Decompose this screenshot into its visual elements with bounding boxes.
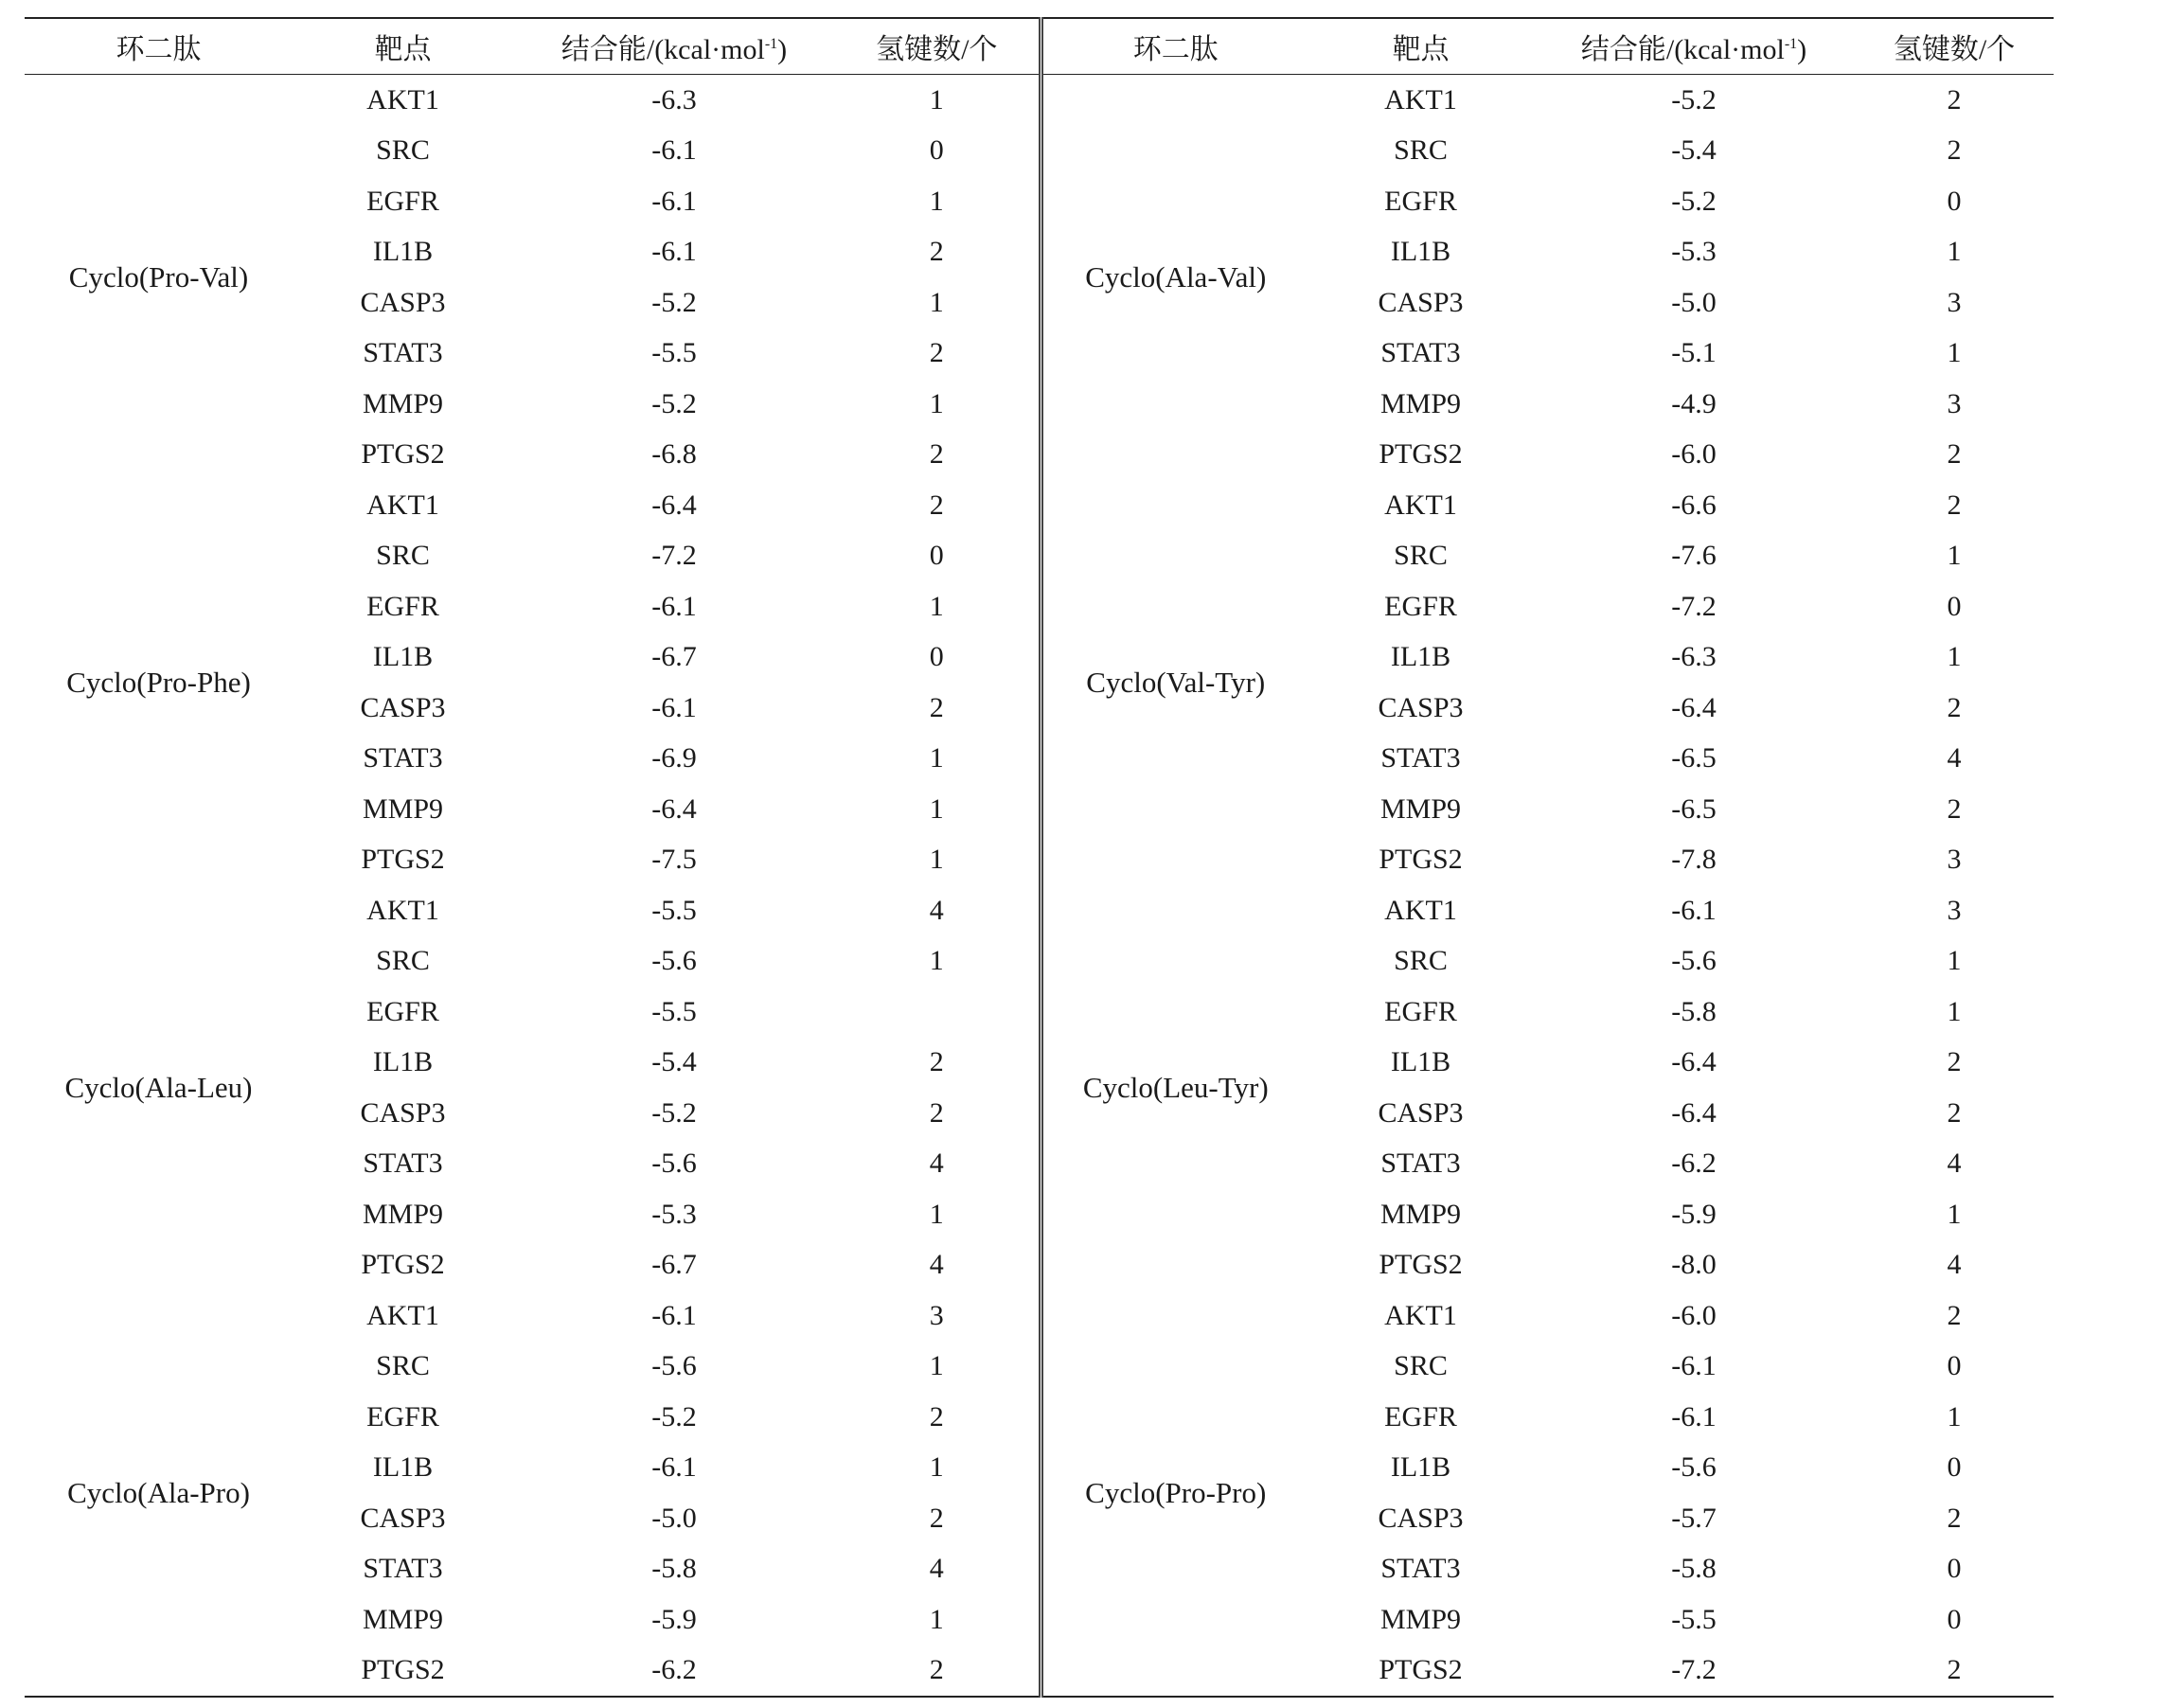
target-cell-left: AKT1	[366, 894, 439, 926]
binding-energy-cell-left: -6.1	[651, 134, 697, 167]
binding-energy-cell-left: -6.3	[651, 83, 697, 116]
target-cell-right: EGFR	[1384, 1400, 1457, 1432]
header-energy-right	[1533, 18, 1855, 75]
table-row	[25, 531, 2054, 582]
table-row	[25, 430, 2054, 481]
table-row	[25, 379, 2054, 430]
table-row	[25, 1493, 2054, 1544]
hbond-count-cell-left: 0	[835, 531, 1041, 582]
table-row	[25, 480, 2054, 531]
target-cell-left: SRC	[376, 1350, 430, 1382]
binding-energy-cell-left: -5.2	[651, 1096, 697, 1129]
binding-energy-cell-right: -7.6	[1671, 540, 1717, 572]
binding-energy-cell-left: -6.9	[651, 742, 697, 774]
target-cell-right: IL1B	[1390, 1451, 1451, 1484]
hbond-count-cell-left: 1	[835, 379, 1041, 430]
hbond-count-cell-left: 1	[835, 1594, 1041, 1646]
binding-energy-cell-left: -6.4	[651, 792, 697, 825]
table-row	[25, 1342, 2054, 1393]
hbond-count-cell-right: 2	[1947, 438, 1962, 471]
hbond-count-cell-left: 1	[835, 1342, 1041, 1393]
binding-energy-cell-right: -5.0	[1671, 286, 1717, 318]
target-cell-left: AKT1	[366, 489, 439, 521]
table-row	[25, 581, 2054, 632]
table-row	[25, 1240, 2054, 1291]
hbond-count-cell-right: 4	[1947, 742, 1962, 774]
binding-energy-cell-right: -7.8	[1671, 844, 1717, 876]
hbond-count-cell-left: 2	[835, 1392, 1041, 1443]
binding-energy-cell-left: -5.4	[651, 1046, 697, 1078]
binding-energy-cell-left: -6.7	[651, 1249, 697, 1281]
hbond-count-cell-right: 2	[1947, 134, 1962, 167]
table-row	[25, 1594, 2054, 1646]
binding-energy-cell-right: -6.4	[1671, 1096, 1717, 1129]
hbond-count-cell-right: 0	[1947, 1603, 1962, 1635]
hbond-count-cell-right: 1	[1947, 1198, 1962, 1230]
header-target-left: 靶点	[374, 34, 432, 65]
binding-energy-cell-right: -5.6	[1671, 945, 1717, 977]
hbond-count-cell-right: 2	[1947, 1654, 1962, 1686]
hbond-count-cell-left: 2	[835, 683, 1041, 734]
binding-energy-cell-right: -5.8	[1671, 995, 1717, 1027]
header-hbonds-right: 氢键数/个	[1893, 34, 2016, 65]
header-energy-superscript: -1	[1784, 36, 1798, 52]
hbond-count-cell-left: 2	[835, 227, 1041, 278]
hbond-count-cell-right: 0	[1947, 1350, 1962, 1382]
table-row	[25, 1139, 2054, 1190]
hbond-count-cell-left: 2	[835, 1088, 1041, 1139]
target-cell-right: STAT3	[1380, 337, 1461, 369]
binding-energy-cell-left: -7.5	[651, 844, 697, 876]
hbond-count-cell-left: 4	[835, 1240, 1041, 1291]
hbond-count-cell-right: 2	[1947, 1096, 1962, 1129]
binding-energy-cell-right: -6.5	[1671, 792, 1717, 825]
peptide-name-left: Cyclo(Ala-Leu)	[64, 1071, 253, 1104]
table-row	[25, 1038, 2054, 1089]
target-cell-left: AKT1	[366, 1299, 439, 1331]
table-row	[25, 75, 2054, 126]
binding-energy-cell-right: -5.2	[1671, 185, 1717, 217]
hbond-count-cell-right: 1	[1947, 945, 1962, 977]
header-target-right: 靶点	[1392, 34, 1450, 65]
hbond-count-cell-right: 0	[1947, 1451, 1962, 1484]
binding-energy-cell-left: -6.1	[651, 1451, 697, 1484]
table-row	[25, 734, 2054, 785]
binding-energy-cell-left: -5.0	[651, 1502, 697, 1534]
binding-energy-cell-left: -6.1	[651, 1299, 697, 1331]
table-row	[25, 1544, 2054, 1595]
peptide-name-left: Cyclo(Pro-Phe)	[66, 666, 251, 699]
peptide-name-right: Cyclo(Val-Tyr)	[1086, 666, 1266, 699]
hbond-count-cell-right: 1	[1947, 540, 1962, 572]
hbond-count-cell-right: 1	[1947, 995, 1962, 1027]
target-cell-left: IL1B	[372, 236, 434, 268]
binding-energy-cell-right: -6.1	[1671, 1400, 1717, 1432]
header-energy-close: )	[1797, 34, 1807, 65]
binding-energy-cell-right: -5.8	[1671, 1553, 1717, 1585]
table-row	[25, 632, 2054, 684]
hbond-count-cell-right: 1	[1947, 1400, 1962, 1432]
binding-energy-cell-left: -6.4	[651, 489, 697, 521]
hbond-count-cell-left: 2	[835, 1038, 1041, 1089]
binding-energy-cell-right: -6.2	[1671, 1148, 1717, 1180]
target-cell-right: IL1B	[1390, 1046, 1451, 1078]
hbond-count-cell-right: 2	[1947, 1046, 1962, 1078]
hbond-count-cell-right: 2	[1947, 1299, 1962, 1331]
hbond-count-cell-left: 4	[835, 1544, 1041, 1595]
target-cell-right: EGFR	[1384, 185, 1457, 217]
table-row	[25, 885, 2054, 936]
hbond-count-cell-right: 0	[1947, 590, 1962, 622]
hbond-count-cell-left: 3	[835, 1290, 1041, 1342]
target-cell-right: MMP9	[1379, 792, 1462, 825]
binding-energy-cell-left: -5.6	[651, 1350, 697, 1382]
binding-energy-cell-left: -5.6	[651, 945, 697, 977]
hbond-count-cell-left: 1	[835, 936, 1041, 987]
target-cell-right: SRC	[1394, 945, 1448, 977]
hbond-count-cell-right: 2	[1947, 1502, 1962, 1534]
target-cell-right: IL1B	[1390, 236, 1451, 268]
hbond-count-cell-right: 2	[1947, 792, 1962, 825]
binding-energy-cell-left: -6.8	[651, 438, 697, 471]
binding-energy-cell-left: -5.3	[651, 1198, 697, 1230]
binding-energy-cell-right: -6.0	[1671, 438, 1717, 471]
binding-energy-cell-right: -6.1	[1671, 894, 1717, 926]
header-peptide-left: 环二肽	[116, 34, 202, 65]
target-cell-left: STAT3	[363, 1553, 443, 1585]
table-row	[25, 227, 2054, 278]
binding-energy-cell-right: -6.3	[1671, 641, 1717, 673]
hbond-count-cell-right: 2	[1947, 489, 1962, 521]
target-cell-right: IL1B	[1390, 641, 1451, 673]
header-energy-left	[513, 18, 835, 75]
target-cell-right: STAT3	[1380, 1148, 1461, 1180]
table-row	[25, 1646, 2054, 1698]
binding-energy-cell-right: -5.7	[1671, 1502, 1717, 1534]
hbond-count-cell-left: 1	[835, 1189, 1041, 1240]
target-cell-right: PTGS2	[1379, 1654, 1463, 1686]
table-row	[25, 1088, 2054, 1139]
target-cell-left: STAT3	[363, 742, 443, 774]
hbond-count-cell-right: 1	[1947, 337, 1962, 369]
target-cell-right: STAT3	[1380, 1553, 1461, 1585]
hbond-count-cell-left: 2	[835, 329, 1041, 380]
binding-energy-cell-right: -6.1	[1671, 1350, 1717, 1382]
hbond-count-cell-right: 4	[1947, 1249, 1962, 1281]
target-cell-left: MMP9	[362, 792, 444, 825]
header-peptide-right: 环二肽	[1132, 34, 1219, 65]
docking-results-table	[25, 17, 2054, 1698]
target-cell-right: AKT1	[1384, 894, 1457, 926]
binding-energy-cell-left: -5.5	[651, 894, 697, 926]
target-cell-right: AKT1	[1384, 1299, 1457, 1331]
hbond-count-cell-right: 3	[1947, 894, 1962, 926]
target-cell-left: PTGS2	[361, 1654, 445, 1686]
target-cell-left: PTGS2	[361, 438, 445, 471]
target-cell-right: AKT1	[1384, 83, 1457, 116]
binding-energy-cell-left: -6.7	[651, 641, 697, 673]
binding-energy-cell-left: -6.2	[651, 1654, 697, 1686]
target-cell-left: CASP3	[360, 1096, 446, 1129]
table-row	[25, 987, 2054, 1038]
binding-energy-cell-left: -5.5	[651, 995, 697, 1027]
binding-energy-cell-right: -5.6	[1671, 1451, 1717, 1484]
header-energy-label: 结合能/(kcal·mol	[561, 34, 765, 65]
target-cell-left: PTGS2	[361, 1249, 445, 1281]
peptide-name-left: Cyclo(Pro-Val)	[68, 260, 249, 294]
target-cell-left: SRC	[376, 945, 430, 977]
table-row	[25, 176, 2054, 227]
target-cell-left: EGFR	[366, 1400, 439, 1432]
target-cell-right: SRC	[1394, 1350, 1448, 1382]
hbond-count-cell-left: 1	[835, 176, 1041, 227]
binding-energy-cell-right: -5.3	[1671, 236, 1717, 268]
table-row	[25, 1290, 2054, 1342]
binding-energy-cell-right: -8.0	[1671, 1249, 1717, 1281]
binding-energy-cell-left: -5.2	[651, 387, 697, 419]
docking-results-table-container	[25, 17, 2054, 1698]
binding-energy-cell-right: -6.0	[1671, 1299, 1717, 1331]
header-row	[25, 18, 2054, 75]
binding-energy-cell-left: -7.2	[651, 540, 697, 572]
table-row	[25, 835, 2054, 886]
hbond-count-cell-left: 1	[835, 1443, 1041, 1494]
target-cell-left: EGFR	[366, 590, 439, 622]
target-cell-left: IL1B	[372, 1046, 434, 1078]
table-row	[25, 126, 2054, 177]
header-hbonds-left: 氢键数/个	[835, 18, 1041, 75]
binding-energy-cell-right: -5.5	[1671, 1603, 1717, 1635]
hbond-count-cell-right: 0	[1947, 185, 1962, 217]
binding-energy-cell-right: -5.4	[1671, 134, 1717, 167]
binding-energy-cell-left: -6.1	[651, 185, 697, 217]
table-row	[25, 683, 2054, 734]
target-cell-left: CASP3	[360, 691, 446, 723]
hbond-count-cell-left: 4	[835, 1139, 1041, 1190]
hbond-count-cell-left: 1	[835, 734, 1041, 785]
table-body	[25, 75, 2054, 1698]
peptide-name-right: Cyclo(Leu-Tyr)	[1082, 1071, 1269, 1104]
target-cell-right: CASP3	[1378, 286, 1464, 318]
peptide-name-right: Cyclo(Ala-Val)	[1085, 260, 1267, 294]
hbond-count-cell-left: 2	[835, 430, 1041, 481]
target-cell-right: PTGS2	[1379, 1249, 1463, 1281]
target-cell-right: PTGS2	[1379, 438, 1463, 471]
peptide-name-right: Cyclo(Pro-Pro)	[1085, 1476, 1267, 1509]
target-cell-right: AKT1	[1384, 489, 1457, 521]
binding-energy-cell-right: -4.9	[1671, 387, 1717, 419]
binding-energy-cell-right: -6.6	[1671, 489, 1717, 521]
binding-energy-cell-left: -6.1	[651, 590, 697, 622]
hbond-count-cell-left: 1	[835, 581, 1041, 632]
table-row	[25, 936, 2054, 987]
target-cell-left: MMP9	[362, 387, 444, 419]
target-cell-left: EGFR	[366, 185, 439, 217]
hbond-count-cell-right: 3	[1947, 387, 1962, 419]
target-cell-left: PTGS2	[361, 844, 445, 876]
target-cell-left: STAT3	[363, 337, 443, 369]
hbond-count-cell-right: 3	[1947, 286, 1962, 318]
binding-energy-cell-left: -6.1	[651, 691, 697, 723]
target-cell-left: MMP9	[362, 1603, 444, 1635]
target-cell-right: CASP3	[1378, 1502, 1464, 1534]
hbond-count-cell-left: 1	[835, 784, 1041, 835]
target-cell-left: SRC	[376, 540, 430, 572]
hbond-count-cell-left: 0	[835, 126, 1041, 177]
table-row	[25, 784, 2054, 835]
target-cell-left: CASP3	[360, 286, 446, 318]
target-cell-left: IL1B	[372, 641, 434, 673]
target-cell-right: SRC	[1394, 540, 1448, 572]
binding-energy-cell-right: -7.2	[1671, 590, 1717, 622]
header-energy-superscript: -1	[764, 36, 778, 52]
hbond-count-cell-left: 2	[835, 480, 1041, 531]
table-row	[25, 1392, 2054, 1443]
target-cell-right: CASP3	[1378, 691, 1464, 723]
binding-energy-cell-left: -5.9	[651, 1603, 697, 1635]
header-energy-close: )	[777, 34, 788, 65]
hbond-count-cell-left: 2	[835, 1493, 1041, 1544]
binding-energy-cell-right: -6.4	[1671, 1046, 1717, 1078]
target-cell-left: STAT3	[363, 1148, 443, 1180]
hbond-count-cell-right: 1	[1947, 641, 1962, 673]
binding-energy-cell-left: -5.6	[651, 1148, 697, 1180]
binding-energy-cell-right: -5.9	[1671, 1198, 1717, 1230]
hbond-count-cell-left: 1	[835, 835, 1041, 886]
hbond-count-cell-left: 0	[835, 632, 1041, 684]
binding-energy-cell-right: -6.5	[1671, 742, 1717, 774]
binding-energy-cell-right: -7.2	[1671, 1654, 1717, 1686]
binding-energy-cell-left: -5.2	[651, 1400, 697, 1432]
target-cell-right: STAT3	[1380, 742, 1461, 774]
binding-energy-cell-left: -5.5	[651, 337, 697, 369]
hbond-count-cell-right: 3	[1947, 844, 1962, 876]
target-cell-right: PTGS2	[1379, 844, 1463, 876]
target-cell-right: SRC	[1394, 134, 1448, 167]
hbond-count-cell-right: 0	[1947, 1553, 1962, 1585]
target-cell-left: MMP9	[362, 1198, 444, 1230]
hbond-count-cell-right: 1	[1947, 236, 1962, 268]
target-cell-left: IL1B	[372, 1451, 434, 1484]
target-cell-right: MMP9	[1379, 1603, 1462, 1635]
target-cell-right: MMP9	[1379, 1198, 1462, 1230]
target-cell-left: CASP3	[360, 1502, 446, 1534]
target-cell-left: SRC	[376, 134, 430, 167]
header-energy-label: 结合能/(kcal·mol	[1580, 34, 1785, 65]
target-cell-right: EGFR	[1384, 590, 1457, 622]
table-row	[25, 329, 2054, 380]
peptide-name-left: Cyclo(Ala-Pro)	[67, 1476, 250, 1509]
binding-energy-cell-right: -5.2	[1671, 83, 1717, 116]
hbond-count-cell-right: 2	[1947, 691, 1962, 723]
binding-energy-cell-right: -6.4	[1671, 691, 1717, 723]
target-cell-right: EGFR	[1384, 995, 1457, 1027]
hbond-count-cell-right: 4	[1947, 1148, 1962, 1180]
table-header	[25, 18, 2054, 75]
hbond-count-cell-left: 1	[835, 75, 1041, 126]
target-cell-left: AKT1	[366, 83, 439, 116]
target-cell-left: EGFR	[366, 995, 439, 1027]
table-row	[25, 277, 2054, 329]
target-cell-right: CASP3	[1378, 1096, 1464, 1129]
binding-energy-cell-left: -6.1	[651, 236, 697, 268]
hbond-count-cell-left: 4	[835, 885, 1041, 936]
hbond-count-cell-left	[835, 987, 1041, 1038]
table-row	[25, 1443, 2054, 1494]
binding-energy-cell-right: -5.1	[1671, 337, 1717, 369]
hbond-count-cell-left: 2	[835, 1646, 1041, 1698]
target-cell-right: MMP9	[1379, 387, 1462, 419]
table-row	[25, 1189, 2054, 1240]
hbond-count-cell-left: 1	[835, 277, 1041, 329]
binding-energy-cell-left: -5.8	[651, 1553, 697, 1585]
hbond-count-cell-right: 2	[1947, 83, 1962, 116]
binding-energy-cell-left: -5.2	[651, 286, 697, 318]
